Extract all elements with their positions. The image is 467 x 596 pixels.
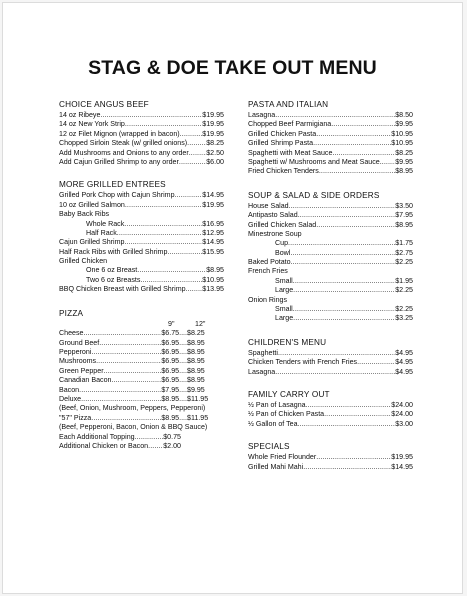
item-name: Grilled Mahi Mahi [248, 462, 304, 471]
section-soup-salad [248, 190, 413, 324]
item-name: Antipasto Salad [248, 211, 298, 220]
menu-item [248, 305, 413, 314]
item-price: $4.95 [395, 367, 413, 376]
price-small: $6.95 [161, 348, 180, 356]
item-price: $15.95 [202, 247, 224, 256]
menu-item [248, 130, 413, 139]
section-heading: CHOICE ANGUS BEEF [59, 100, 149, 109]
menu-item [248, 277, 413, 286]
item-price: $24.00 [391, 400, 413, 409]
item-name: Small [275, 305, 293, 314]
item-note: (Beef, Pepperoni, Bacon, Onion & BBQ Sauce) [59, 423, 208, 432]
item-name: One 6 oz Breast [86, 266, 138, 275]
item-name: Chopped Sirloin Steak (w/ grilled onions) [59, 139, 188, 148]
item-name: Lasagna [248, 110, 276, 119]
item-price: $6.00 [206, 157, 224, 166]
price-large: $8.95 [187, 338, 205, 347]
menu-item [248, 368, 413, 377]
price-separator: .... [179, 413, 187, 422]
section-heading: SPECIALS [248, 442, 290, 452]
menu-item [59, 191, 224, 200]
pizza-item [59, 376, 211, 385]
section-family-carry-out [248, 389, 413, 429]
item-price: $3.50 [395, 201, 413, 210]
item-price: $8.95 [206, 266, 224, 275]
item-price: $16.95 [202, 219, 224, 228]
menu-item [248, 463, 413, 472]
price-small: $7.95 [161, 385, 180, 394]
item-price: $24.00 [391, 410, 413, 419]
price-separator: .... [179, 376, 187, 385]
price-large: $9.95 [187, 385, 205, 394]
item-price: $9.95 [395, 120, 413, 129]
menu-item [59, 158, 224, 167]
menu-item [59, 248, 224, 257]
item-name: Cup [275, 239, 289, 248]
item-name: Additional Chicken or Bacon [59, 441, 149, 450]
item-price: $1.75 [395, 239, 413, 248]
item-name: Half Rack [86, 228, 117, 237]
price-separator: .... [179, 385, 187, 394]
menu-item [248, 258, 413, 267]
item-name: Whole Rack [86, 219, 125, 228]
item-price: $8.25 [395, 148, 413, 157]
item-name: Deluxe [59, 394, 82, 403]
item-name: Grilled Chicken Pasta [248, 129, 317, 138]
item-name: Bacon [59, 385, 80, 394]
section-more-grilled-entrees [59, 179, 224, 294]
item-price: $12.95 [202, 228, 224, 237]
price-small: $6.95 [161, 338, 180, 347]
price-separator: .... [179, 348, 187, 356]
item-price: $4.95 [395, 348, 413, 357]
menu-item [248, 286, 413, 295]
size-small-label: 9" [168, 319, 175, 328]
item-name: Spaghetti with Meat Sauce [248, 148, 333, 157]
menu-item [59, 111, 224, 120]
item-name: Spaghetti w/ Mushrooms and Meat Sauce [248, 157, 380, 166]
item-name: Grilled Shrimp Pasta [248, 139, 314, 148]
item-name: Each Additional Topping [59, 432, 135, 441]
menu-item [248, 221, 413, 230]
item-name: Large [275, 314, 294, 323]
pizza-size-header [59, 320, 211, 330]
price-small: $6.95 [161, 366, 180, 375]
item-price: $2.50 [206, 148, 224, 157]
price-separator: .... [179, 394, 187, 403]
price-separator: .... [179, 329, 187, 338]
menu-item [59, 238, 224, 247]
menu-item [248, 453, 413, 462]
item-name: 12 oz Filet Mignon (wrapped in bacon) [59, 129, 180, 138]
pizza-item [59, 414, 211, 423]
item-name: Whole Fried Flounder [248, 453, 317, 462]
item-price: $19.95 [202, 110, 224, 119]
menu-item [248, 314, 413, 323]
item-name: Half Rack Ribs with Grilled Shrimp [59, 247, 168, 256]
item-name: "57" Pizza [59, 413, 92, 422]
menu-item [59, 130, 224, 139]
section-pasta [248, 99, 413, 177]
item-price: $13.95 [202, 285, 224, 294]
price-large: $8.95 [187, 366, 205, 375]
item-name: ½ Gallon of Tea [248, 419, 298, 428]
menu-item [59, 220, 224, 229]
section-heading: CHILDREN'S MENU [248, 337, 327, 347]
item-name: 10 oz Grilled Salmon [59, 200, 125, 209]
item-price: $14.95 [202, 238, 224, 247]
subgroup-label: Minestrone Soup [248, 229, 302, 238]
item-price: $2.25 [395, 258, 413, 267]
item-price: $10.95 [391, 139, 413, 148]
menu-item [59, 266, 224, 275]
price-large: $8.95 [187, 348, 205, 356]
item-price: $19.95 [202, 200, 224, 209]
item-name: Bowl [275, 248, 291, 257]
price-small: $6.75 [161, 329, 180, 338]
item-name: Grilled Pork Chop with Cajun Shrimp [59, 191, 175, 200]
menu-item [248, 358, 413, 367]
item-price: $8.50 [395, 110, 413, 119]
item-name: Two 6 oz Breasts [86, 275, 141, 284]
price-large: $11.95 [187, 394, 209, 403]
item-price: $2.75 [395, 248, 413, 257]
item-price: $1.95 [395, 276, 413, 285]
menu-page [2, 2, 463, 594]
item-price: $8.95 [395, 220, 413, 229]
item-price: $2.25 [395, 286, 413, 295]
menu-item [59, 276, 224, 285]
item-price: $3.25 [395, 314, 413, 323]
item-price: $10.95 [202, 275, 224, 284]
section-heading: PIZZA [59, 308, 84, 318]
menu-item [248, 139, 413, 148]
pizza-item [59, 339, 211, 348]
item-name: 14 oz New York Strip [59, 120, 125, 129]
item-price: $7.95 [395, 211, 413, 220]
price-small: $8.95 [161, 413, 180, 422]
menu-item [59, 201, 224, 210]
item-price: $19.95 [202, 120, 224, 129]
price-large: $11.95 [187, 413, 209, 422]
menu-item [59, 149, 224, 158]
menu-item [59, 285, 224, 294]
menu-item [248, 349, 413, 358]
section-childrens-menu [248, 337, 413, 377]
menu-item [59, 433, 181, 442]
item-name: Canadian Bacon [59, 376, 112, 385]
section-choice-angus-beef [59, 99, 224, 167]
section-specials [248, 441, 413, 472]
price-separator: .... [179, 357, 187, 366]
item-name: Grilled Chicken Salad [248, 220, 317, 229]
price-large: $8.25 [187, 329, 205, 338]
item-name: Baked Potato [248, 258, 291, 267]
item-price: $4.95 [395, 358, 413, 367]
section-heading: MORE GRILLED ENTREES [59, 180, 166, 190]
item-name: Chopped Beef Parmigiana [248, 120, 332, 129]
item-price: $2.25 [395, 305, 413, 314]
item-name: Add Mushrooms and Onions to any order [59, 148, 189, 157]
section-heading: FAMILY CARRY OUT [248, 389, 330, 399]
subgroup-label: Onion Rings [248, 295, 288, 304]
menu-item [248, 158, 413, 167]
menu-item [248, 410, 413, 419]
subgroup-label: Grilled Chicken [59, 257, 108, 266]
item-name: Green Pepper [59, 366, 104, 375]
item-name: ½ Pan of Lasagna [248, 400, 306, 409]
item-name: Large [275, 286, 294, 295]
pizza-item [59, 395, 211, 404]
item-name: Spaghetti [248, 348, 278, 357]
pizza-item [59, 357, 211, 366]
item-name: BBQ Chicken Breast with Grilled Shrimp [59, 285, 186, 294]
item-name: 14 oz Ribeye [59, 110, 101, 119]
price-separator: .... [179, 366, 187, 375]
item-name: Pepperoni [59, 348, 92, 356]
item-price: $19.95 [202, 129, 224, 138]
item-name: Fried Chicken Tenders [248, 167, 319, 176]
menu-item [248, 167, 413, 176]
price-large: $8.95 [187, 357, 205, 366]
page-title: STAG & DOE TAKE OUT MENU [88, 57, 377, 79]
item-price: $19.95 [391, 453, 413, 462]
menu-item [248, 120, 413, 129]
item-price: $2.00 [163, 441, 181, 450]
item-price: $0.75 [163, 432, 181, 441]
right-column [248, 99, 413, 472]
menu-item [248, 401, 413, 410]
menu-item [248, 149, 413, 158]
item-name: Cheese [59, 329, 84, 338]
menu-item [59, 442, 181, 451]
item-price: $9.95 [395, 157, 413, 166]
item-price: $14.95 [202, 191, 224, 200]
menu-item [248, 420, 413, 429]
item-price: $14.95 [391, 462, 413, 471]
subgroup-label: Baby Back Ribs [59, 210, 110, 219]
item-price: $8.95 [395, 167, 413, 176]
subgroup-label: French Fries [248, 267, 288, 276]
item-price: $3.00 [395, 419, 413, 428]
pizza-item [59, 348, 211, 357]
section-pizza [59, 308, 211, 452]
item-name: Ground Beef [59, 338, 100, 347]
menu-item [59, 139, 224, 148]
item-note: (Beef, Onion, Mushroom, Peppers, Pepperoni) [59, 404, 206, 413]
menu-item [59, 120, 224, 129]
menu-item [248, 239, 413, 248]
item-name: Small [275, 276, 293, 285]
item-price: $8.25 [206, 139, 224, 148]
item-name: Mushrooms [59, 357, 97, 366]
menu-item [248, 249, 413, 258]
pizza-item [59, 386, 211, 395]
menu-item [248, 211, 413, 220]
item-name: ½ Pan of Chicken Pasta [248, 410, 325, 419]
menu-item [248, 202, 413, 211]
price-large: $8.95 [187, 376, 205, 385]
left-column [59, 99, 224, 451]
price-small: $6.95 [161, 357, 180, 366]
item-name: House Salad [248, 201, 289, 210]
item-price: $10.95 [391, 129, 413, 138]
item-name: Chicken Tenders with French Fries [248, 358, 358, 367]
size-large-label: 12" [195, 319, 206, 328]
pizza-item [59, 329, 211, 338]
section-heading: PASTA AND ITALIAN [248, 100, 329, 109]
menu-item [59, 229, 224, 238]
price-small: $6.95 [161, 376, 180, 385]
pizza-item [59, 367, 211, 376]
price-separator: .... [179, 338, 187, 347]
section-heading: SOUP & SALAD & SIDE ORDERS [248, 190, 380, 200]
item-name: Add Cajun Grilled Shrimp to any order [59, 157, 179, 166]
item-name: Lasagna [248, 367, 276, 376]
item-name: Cajun Grilled Shrimp [59, 238, 125, 247]
menu-item [248, 111, 413, 120]
price-small: $8.95 [161, 394, 180, 403]
